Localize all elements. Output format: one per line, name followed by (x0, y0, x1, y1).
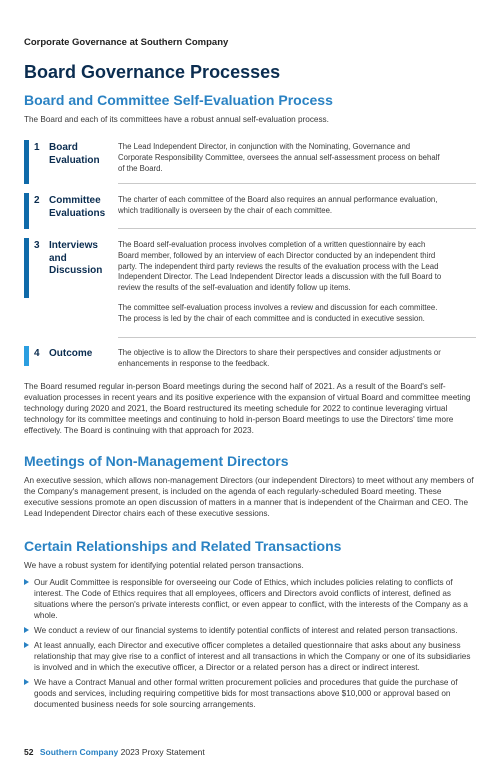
bullet-text: We conduct a review of our financial systems to identify potential conflicts of interest and related person transactions. (34, 626, 458, 635)
step-text: The Board self-evaluation process involves completion of a written questionnaire by each Board member, followed by an interview of each Director conducted by an independent third party. The independent third party reviews the results of the evaluation process with the Lead Independent Director. The Lead Independent Director leads a discussion with the full Board to review the results of the self-evaluation and identify follow up items. (118, 240, 442, 293)
process-step-3 (24, 238, 476, 334)
step-text: The charter of each committee of the Board also requires an annual performance evaluation, which traditionally is overseen by the chair of each committee. (118, 195, 438, 215)
list-item (24, 577, 476, 621)
self-evaluation-intro: The Board and each of its committees have a robust annual self-evaluation process. (24, 115, 329, 124)
step-number: 4 (34, 348, 40, 359)
step-marker-bar (24, 140, 29, 184)
process-step-2 (24, 193, 476, 229)
bullet-text: We have a Contract Manual and other formal written procurement policies and procedures that guide the purchase of goods and services, including requiring competitive bids for most transactions above $10,000 or approval based on documented business needs for sole sourcing arrangements. (34, 678, 458, 709)
step-description (118, 195, 444, 217)
step-number: 2 (34, 195, 40, 206)
process-step-4 (24, 346, 476, 372)
step-marker-bar (24, 238, 29, 298)
step-number: 1 (34, 142, 40, 153)
step-divider (118, 337, 476, 338)
step-description (118, 142, 444, 174)
step-marker-bar (24, 346, 29, 366)
triangle-bullet-icon (24, 679, 29, 685)
non-management-text: An executive session, which allows non-management Directors (our independent Directors) to meet without any members of the Company's management present, is included on the agenda of each regularly-scheduled Board meeting. These executive sessions promote an open discussion of matters in a manner that is independent of the Chairman and CEO. The Lead Independent Director chairs each of these executive sessions. (24, 476, 474, 518)
step-divider (118, 228, 476, 229)
relationships-bullet-list (24, 577, 476, 714)
step-number: 3 (34, 240, 40, 251)
self-evaluation-closing: The Board resumed regular in-person Board meetings during the second half of 2021. As a result of the Board's self-evaluation processes in recent years and its positive experience with the expansion of virtual Board and committee meeting technology during 2020 and 2021, the Board restructured its meeting schedule for 2022 to continue leveraging virtual technology for its committee meetings and continuing to hold in-person Board meetings to use the Directors' time more effectively. The Board is continuing with that approach for 2023. (24, 382, 471, 435)
brand-name: Southern Company (39, 747, 119, 757)
step-divider (118, 183, 476, 184)
step-text: The Lead Independent Director, in conjunction with the Nominating, Governance and Corporate Responsibility Committee, oversees the annual self-assessment process on behalf of the Board. (118, 142, 440, 173)
step-label: Outcome (49, 348, 93, 359)
page-footer (24, 747, 205, 757)
page-title: Board Governance Processes (24, 62, 281, 82)
triangle-bullet-icon (24, 579, 29, 585)
list-item (24, 625, 476, 636)
page-number: 52 (24, 747, 34, 757)
step-text: The committee self-evaluation process involves a review and discussion for each committee. The process is led by the chair of each committee and is conducted in executive session. (118, 302, 438, 323)
relationships-heading: Certain Relationships and Related Transactions (24, 538, 342, 554)
bullet-text: Our Audit Committee is responsible for overseeing our Code of Ethics, which includes policies relating to conflicts of interest. The Code of Ethics requires that all employees, officers and Directors avoid conflicts of interest, defined as situations where the person's private interests conflict, or even appear to conflict, with the interests of the Company as a whole. (34, 578, 468, 620)
step-label: Committee Evaluations (49, 195, 106, 219)
step-label: Board Evaluation (49, 142, 100, 166)
non-management-heading: Meetings of Non-Management Directors (24, 453, 289, 469)
self-evaluation-heading: Board and Committee Self-Evaluation Process (24, 92, 333, 108)
bullet-text: At least annually, each Director and executive officer completes a detailed questionnaire that asks about any business relationship that may give rise to a conflict of interest and all transactions in which the Company or one of its subsidiaries is involved and in which the executive officer, a Director or a related person has a direct or indirect interest. (34, 641, 471, 672)
step-label: Interviews and Discussion (49, 240, 103, 276)
relationships-intro: We have a robust system for identifying potential related person transactions. (24, 561, 304, 570)
step-description (118, 348, 444, 370)
document-name: 2023 Proxy Statement (120, 747, 205, 757)
triangle-bullet-icon (24, 627, 29, 633)
step-text: The objective is to allow the Directors to share their perspectives and consider adjustments or enhancements in response to the feedback. (118, 348, 441, 368)
list-item (24, 677, 476, 710)
section-header: Corporate Governance at Southern Company (24, 37, 229, 48)
process-step-1 (24, 140, 476, 184)
step-description (118, 240, 444, 325)
triangle-bullet-icon (24, 642, 29, 648)
step-marker-bar (24, 193, 29, 229)
list-item (24, 640, 476, 673)
